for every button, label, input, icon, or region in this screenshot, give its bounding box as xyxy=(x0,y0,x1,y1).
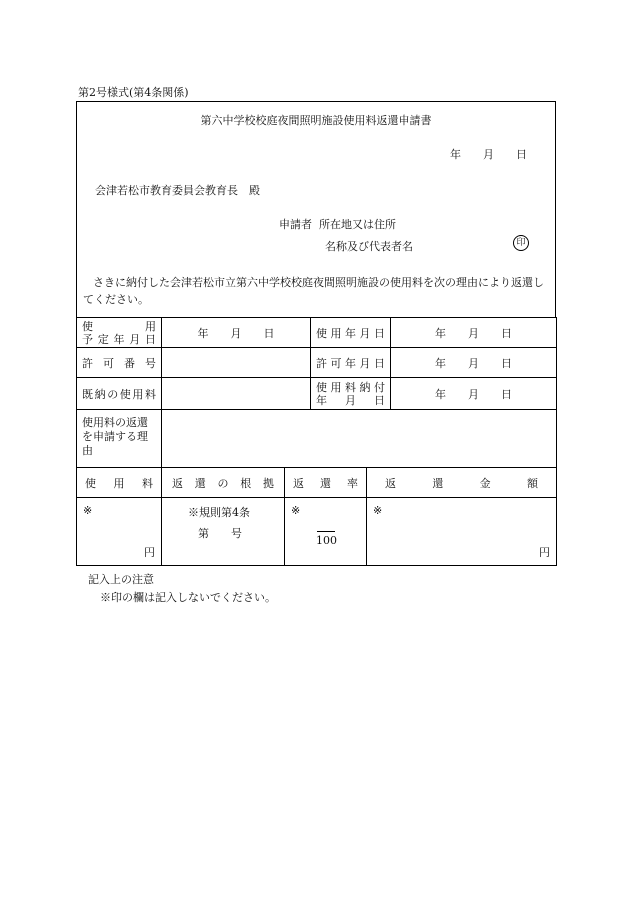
yen-unit: 円 xyxy=(539,546,550,559)
basis-rule-text: ※規則第4条 xyxy=(188,506,250,519)
fee-paid-date-value[interactable]: 年 月 日 xyxy=(391,378,557,410)
header-usage-fee: 使 用 料 xyxy=(77,468,162,498)
refund-basis-value[interactable] xyxy=(162,498,285,566)
fraction-line xyxy=(317,531,335,532)
refund-calc-table xyxy=(76,467,557,566)
office-use-mark: ※ xyxy=(291,504,301,517)
request-statement: さきに納付した会津若松市立第六中学校校庭夜間照明施設の使用料を次の理由により返還してください。 xyxy=(83,276,544,306)
refund-rate-value[interactable] xyxy=(285,498,367,566)
applicant-address-label xyxy=(279,216,396,232)
paid-fee-value[interactable] xyxy=(162,378,311,410)
yen-unit: 円 xyxy=(144,546,155,559)
seal-mark: 印 xyxy=(513,235,529,251)
table-row xyxy=(77,378,557,410)
header-refund-amount: 返 還 金 額 xyxy=(367,468,557,498)
table-row xyxy=(77,410,557,468)
form-title: 第六中学校校庭夜間照明施設使用料返還申請書 xyxy=(200,114,432,127)
use-date-label: 使用年月日 xyxy=(311,318,391,348)
table-row xyxy=(77,318,557,348)
basis-item-text: 第 号 xyxy=(198,527,242,540)
office-use-mark: ※ xyxy=(373,504,383,517)
permit-date-value[interactable]: 年 月 日 xyxy=(391,348,557,378)
header-refund-rate: 返 還 率 xyxy=(285,468,367,498)
application-header-frame xyxy=(76,101,556,317)
notes-item: ※印の欄は記入しないでください。 xyxy=(100,591,276,604)
refund-amount-value[interactable] xyxy=(367,498,557,566)
usage-info-table xyxy=(76,317,557,468)
applicant-address: 所在地又は住所 xyxy=(319,218,396,231)
refund-reason-label: 使用料の返還を申請する理由 xyxy=(77,410,162,468)
application-date: 年 月 日 xyxy=(450,148,527,161)
header-refund-basis: 返還の根拠 xyxy=(162,468,285,498)
use-planned-date-value[interactable]: 年 月 日 xyxy=(162,318,311,348)
permit-number-label: 許可番号 xyxy=(77,348,162,378)
addressee: 会津若松市教育委員会教育長 殿 xyxy=(95,184,260,197)
refund-reason-value[interactable] xyxy=(162,410,557,468)
use-planned-date-label: 使 用 予定年月日 xyxy=(77,318,162,348)
office-use-mark: ※ xyxy=(83,504,93,517)
form-number: 第2号様式(第4条関係) xyxy=(78,86,189,99)
paid-fee-label: 既納の使用料 xyxy=(77,378,162,410)
usage-fee-value[interactable] xyxy=(77,498,162,566)
applicant-name-label: 名称及び代表者名 xyxy=(325,240,413,253)
permit-number-value[interactable] xyxy=(162,348,311,378)
use-date-value[interactable]: 年 月 日 xyxy=(391,318,557,348)
permit-date-label: 許可年月日 xyxy=(311,348,391,378)
fee-paid-date-label: 使用料納付 年 月 日 xyxy=(311,378,391,410)
table-row xyxy=(77,348,557,378)
table-row xyxy=(77,498,557,566)
table-row xyxy=(77,468,557,498)
rate-denominator: 100 xyxy=(316,534,337,547)
applicant-label: 申請者 xyxy=(279,218,312,231)
notes-title: 記入上の注意 xyxy=(88,573,154,586)
